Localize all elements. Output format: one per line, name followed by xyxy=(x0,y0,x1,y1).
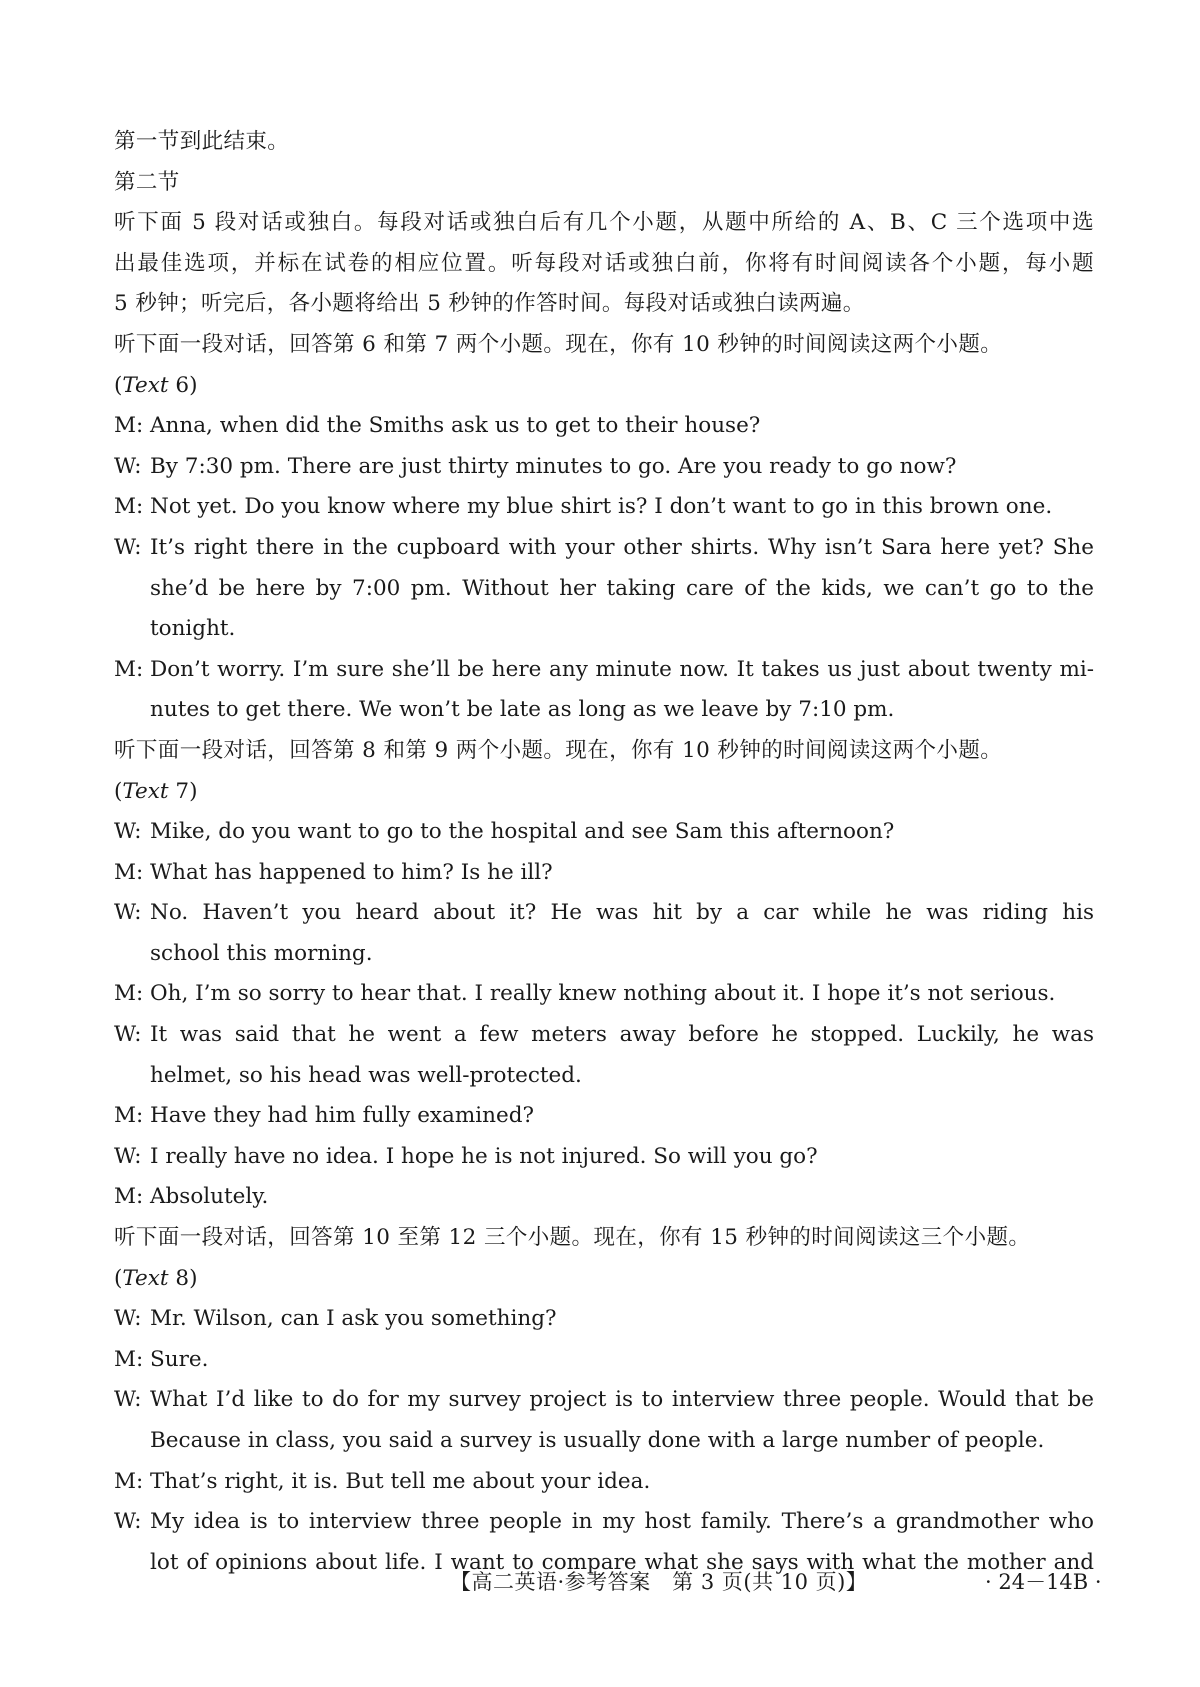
speaker-label: M: xyxy=(114,981,144,1007)
speaker-label: W: xyxy=(114,534,142,560)
dialogue-line xyxy=(114,1096,1094,1137)
text-number: 7) xyxy=(168,778,198,804)
text-number: 6) xyxy=(168,372,198,398)
dialogue-line xyxy=(114,893,1094,934)
dialogue-continuation: tonight. xyxy=(150,616,236,642)
text-word: Text xyxy=(122,778,169,804)
dialogue-text: Don’t worry. I’m sure she’ll be here any minute now. It takes us just about twenty mi- xyxy=(150,656,1094,682)
dialogue-line xyxy=(114,1380,1094,1421)
dialogue-text: Not yet. Do you know where my blue shirt is? I don’t want to go in this brown one. xyxy=(150,494,1053,520)
speaker-label: M: xyxy=(114,656,144,682)
section-heading: 第二节 xyxy=(114,169,180,195)
speaker-label: W: xyxy=(114,900,142,926)
section-end-note: 第一节到此结束。 xyxy=(114,129,290,154)
speaker-label: M: xyxy=(114,1184,144,1210)
dialogue-text: What has happened to him? Is he ill? xyxy=(150,859,553,885)
speaker-label: M: xyxy=(114,413,144,439)
speaker-label: M: xyxy=(114,1468,144,1494)
dialogue-continuation: she’d be here by 7:00 pm. Without her taking care of the kids, we can’t go to the xyxy=(150,575,1094,601)
speaker-label: W: xyxy=(114,1306,142,1332)
footer-page-info: 【高二英语·参考答案 第 3 页(共 10 页)】 xyxy=(450,1570,868,1594)
dialogue-line xyxy=(114,1462,1094,1503)
dialogue-continuation: helmet, so his head was well-protected. xyxy=(150,1062,582,1088)
dialogue-line xyxy=(114,1502,1094,1543)
question-instruction: 听下面一段对话，回答第 8 和第 9 两个小题。现在，你有 10 秒钟的时间阅读这两个小题。 xyxy=(114,737,1003,763)
speaker-label: W: xyxy=(114,1022,142,1048)
paren: ( xyxy=(114,372,123,398)
dialogue-line xyxy=(114,1015,1094,1056)
text-label xyxy=(114,1259,1094,1300)
dialogue-text: It was said that he went a few meters away before he stopped. Luckily, he was xyxy=(150,1022,1094,1048)
text-label xyxy=(114,772,1094,813)
speaker-label: W: xyxy=(114,1387,142,1413)
dialogue-text: Absolutely. xyxy=(150,1184,269,1210)
instruction-line: 出最佳选项，并标在试卷的相应位置。听每段对话或独白前，你将有时间阅读各个小题，每小题 xyxy=(114,250,1094,276)
page-footer xyxy=(0,1567,1200,1597)
dialogue-line xyxy=(114,1340,1094,1381)
dialogue-text: Have they had him fully examined? xyxy=(150,1103,534,1129)
dialogue-line xyxy=(114,487,1094,528)
dialogue-text: It’s right there in the cupboard with your other shirts. Why isn’t Sara here yet? She xyxy=(150,534,1094,560)
question-instruction: 听下面一段对话，回答第 10 至第 12 三个小题。现在，你有 15 秒钟的时间阅读这三个小题。 xyxy=(114,1225,1031,1251)
speaker-label: W: xyxy=(114,453,142,479)
dialogue-continuation: nutes to get there. We won’t be late as long as we leave by 7:10 pm. xyxy=(150,697,895,723)
dialogue-line xyxy=(114,1177,1094,1218)
dialogue-text: Sure. xyxy=(150,1346,209,1372)
footer-code: · 24－14B · xyxy=(985,1570,1102,1594)
dialogue-line xyxy=(114,812,1094,853)
speaker-label: M: xyxy=(114,494,144,520)
dialogue-continuation: school this morning. xyxy=(150,940,373,966)
dialogue-line xyxy=(114,1299,1094,1340)
speaker-label: W: xyxy=(114,1143,142,1169)
paren: ( xyxy=(114,778,123,804)
text-number: 8) xyxy=(168,1265,198,1291)
speaker-label: M: xyxy=(114,1346,144,1372)
dialogue-line xyxy=(114,447,1094,488)
dialogue-text: Oh, I’m so sorry to hear that. I really knew nothing about it. I hope it’s not serious. xyxy=(150,981,1056,1007)
text-label xyxy=(114,366,1094,407)
dialogue-line xyxy=(114,853,1094,894)
speaker-label: M: xyxy=(114,1103,144,1129)
dialogue-line xyxy=(114,406,1094,447)
dialogue-line xyxy=(114,1137,1094,1178)
dialogue-line xyxy=(114,974,1094,1015)
dialogue-line xyxy=(114,528,1094,569)
dialogue-text: What I’d like to do for my survey project is to interview three people. Would that be xyxy=(150,1387,1094,1413)
dialogue-text: Anna, when did the Smiths ask us to get to their house? xyxy=(150,413,761,439)
text-word: Text xyxy=(122,1265,169,1291)
speaker-label: W: xyxy=(114,819,142,845)
dialogue-text: I really have no idea. I hope he is not injured. So will you go? xyxy=(150,1143,818,1169)
dialogue-text: My idea is to interview three people in my host family. There’s a grandmother who xyxy=(150,1509,1094,1535)
question-instruction: 听下面一段对话，回答第 6 和第 7 两个小题。现在，你有 10 秒钟的时间阅读这两个小题。 xyxy=(114,331,1003,357)
paren: ( xyxy=(114,1265,123,1291)
dialogue-text: No. Haven’t you heard about it? He was hit by a car while he was riding his xyxy=(150,900,1094,926)
dialogue-line xyxy=(114,650,1094,691)
text-word: Text xyxy=(122,372,169,398)
dialogue-text: Mr. Wilson, can I ask you something? xyxy=(150,1306,557,1332)
dialogue-text: That’s right, it is. But tell me about your idea. xyxy=(150,1468,651,1494)
dialogue-continuation: Because in class, you said a survey is usually done with a large number of people. xyxy=(150,1428,1045,1453)
speaker-label: W: xyxy=(114,1509,142,1535)
dialogue-text: Mike, do you want to go to the hospital and see Sam this afternoon? xyxy=(150,819,895,845)
instruction-line: 5 秒钟；听完后，各小题将给出 5 秒钟的作答时间。每段对话或独白读两遍。 xyxy=(114,291,865,317)
answer-key-body xyxy=(114,122,1094,1583)
instruction-line: 听下面 5 段对话或独白。每段对话或独白后有几个小题，从题中所给的 A、B、C 三个选项中选 xyxy=(114,210,1094,236)
dialogue-text: By 7:30 pm. There are just thirty minutes to go. Are you ready to go now? xyxy=(150,453,957,479)
speaker-label: M: xyxy=(114,859,144,885)
dialogue-continuation: lot of opinions about life. I want to compare what she says with what the mother and xyxy=(150,1549,1094,1575)
